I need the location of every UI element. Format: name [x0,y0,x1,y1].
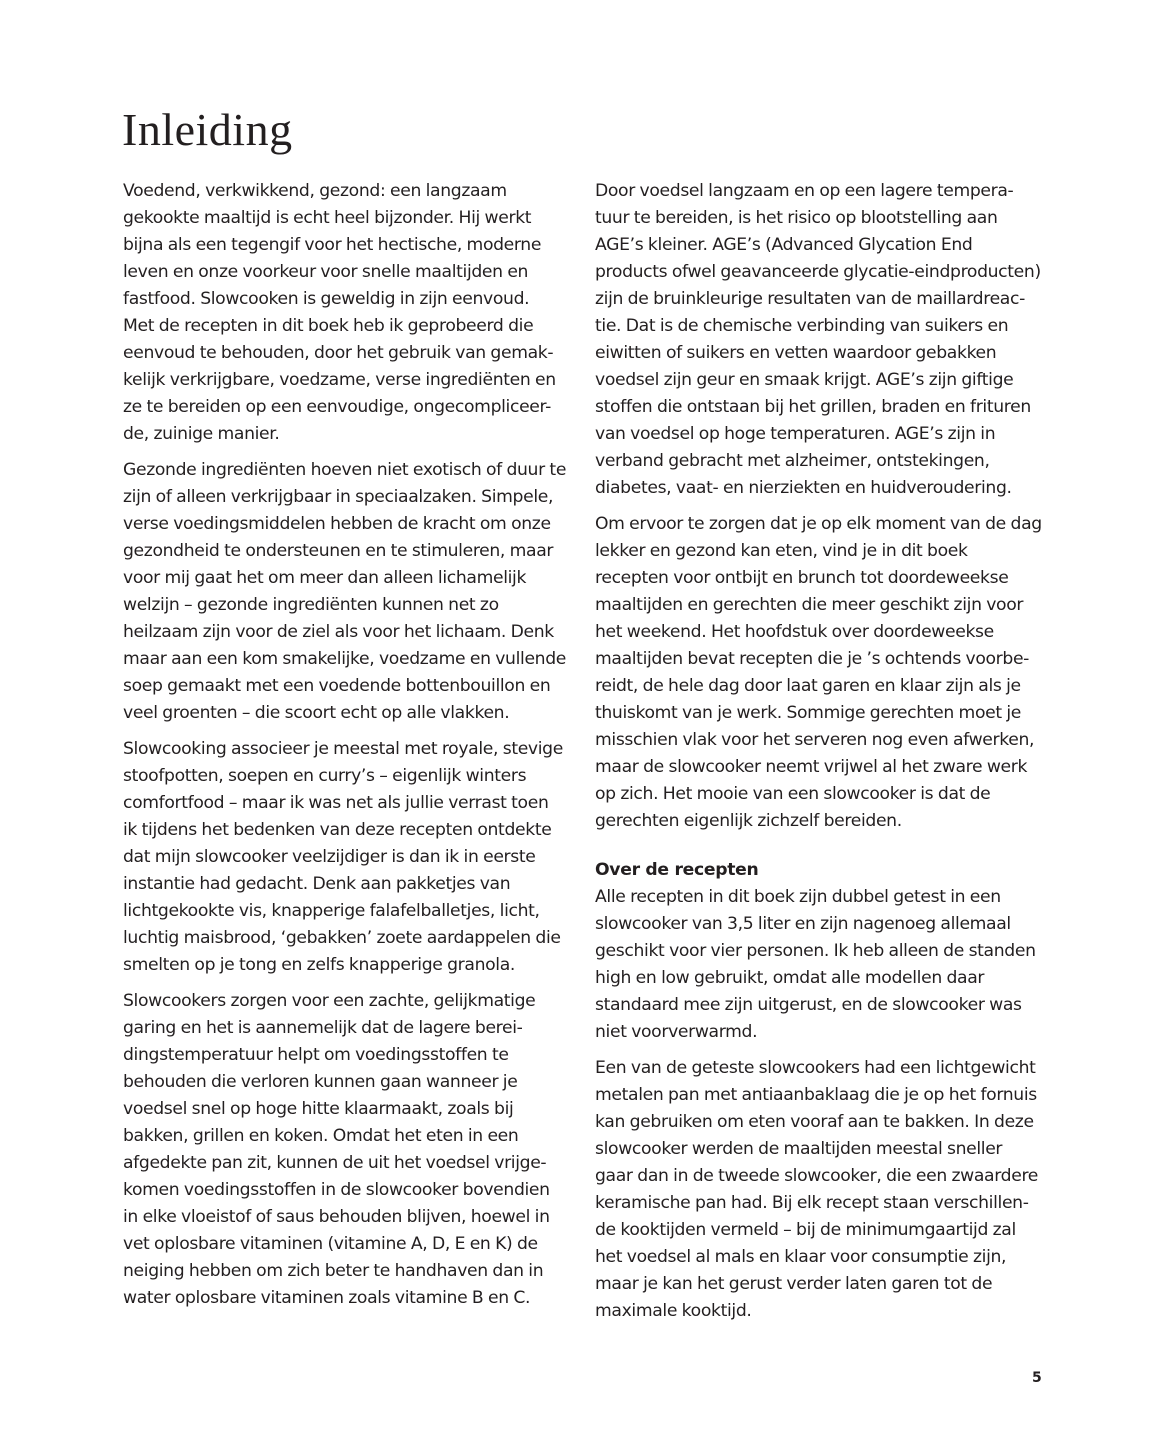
text-line: lekker en gezond kan eten, vind je in dit boek [595,541,968,561]
page-number: 5 [1032,1370,1042,1386]
text-line: garing en het is aannemelijk dat de lagere berei- [123,1018,523,1038]
text-line: verband gebracht met alzheimer, ontstekingen, [595,451,990,471]
text-line: van voedsel op hoge temperaturen. AGE’s zijn in [595,424,996,444]
left-column [123,178,583,1321]
text-line: eenvoud te behouden, door het gebruik van gemak- [123,343,554,363]
text-line: fastfood. Slowcooken is geweldig in zijn eenvoud. [123,289,530,309]
text-line: Slowcooking associeer je meestal met royale, stevige [123,739,563,759]
text-line: niet voorverwarmd. [595,1022,758,1042]
text-line: op zich. Het mooie van een slowcooker is dat de [595,784,991,804]
text-line: lichtgekookte vis, knapperige falafelballetjes, licht, [123,901,540,921]
text-line: Alle recepten in dit boek zijn dubbel getest in een [595,887,1001,907]
paragraph-cookers [595,1055,1065,1325]
text-line: standaard mee zijn uitgerust, en de slowcooker was [595,995,1022,1015]
text-line: neiging hebben om zich beter te handhaven dan in [123,1261,544,1281]
text-line: leven en onze voorkeur voor snelle maaltijden en [123,262,529,282]
text-line: afgedekte pan zit, kunnen de uit het voedsel vrijge- [123,1153,547,1173]
text-line: eiwitten of suikers en vetten waardoor gebakken [595,343,997,363]
text-line: high en low gebruikt, omdat alle modellen daar [595,968,985,988]
page-title: Inleiding [122,104,293,155]
text-line: luchtig maisbrood, ‘gebakken’ zoete aardappelen die [123,928,561,948]
text-line: gaar dan in de tweede slowcooker, die een zwaardere [595,1166,1039,1186]
text-line: voor mij gaat het om meer dan alleen lichamelijk [123,568,527,588]
text-line: ze te bereiden op een eenvoudige, ongecompliceer- [123,397,551,417]
text-line: misschien vlak voor het serveren nog even afwerken, [595,730,1035,750]
text-line: Gezonde ingrediënten hoeven niet exotisch of duur te [123,460,567,480]
text-line: het voedsel al mals en klaar voor consumptie zijn, [595,1247,1007,1267]
text-line: instantie had gedacht. Denk aan pakketjes van [123,874,511,894]
text-line: stoofpotten, soepen en curry’s – eigenlijk winters [123,766,527,786]
text-line: maaltijden en gerechten die meer geschikt zijn voor [595,595,1024,615]
text-line: kelijk verkrijgbare, voedzame, verse ingrediënten en [123,370,556,390]
paragraph-slowcookers [123,988,583,1312]
text-line: in elke vloeistof of saus behouden blijven, hoewel in [123,1207,550,1227]
text-line: ik tijdens het bedenken van deze recepten ontdekte [123,820,552,840]
text-line: de, zuinige manier. [123,424,280,444]
text-line: keramische pan had. Bij elk recept staan verschillen- [595,1193,1029,1213]
text-line: thuiskomt van je werk. Sommige gerechten moet je [595,703,1021,723]
text-line: kan gebruiken om eten vooraf aan te bakken. In deze [595,1112,1034,1132]
text-line: reidt, de hele dag door laat garen en klaar zijn als je [595,676,1021,696]
paragraph-slowcooking [123,736,583,979]
text-line: Om ervoor te zorgen dat je op elk moment van de dag [595,514,1042,534]
text-line: products ofwel geavanceerde glycatie-eindproducten) [595,262,1041,282]
text-line: verse voedingsmiddelen hebben de kracht om onze [123,514,551,534]
text-line: slowcooker werden de maaltijden meestal sneller [595,1139,1003,1159]
text-line: de kooktijden vermeld – bij de minimumgaartijd zal [595,1220,1016,1240]
text-line: Voedend, verkwikkend, gezond: een langzaam [123,181,507,201]
text-line: dingstemperatuur helpt om voedingsstoffen te [123,1045,509,1065]
text-line: vet oplosbare vitaminen (vitamine A, D, E en K) de [123,1234,538,1254]
text-line: diabetes, vaat- en nierziekten en huidveroudering. [595,478,1012,498]
right-column [595,178,1065,1334]
text-line: voedsel snel op hoge hitte klaarmaakt, zoals bij [123,1099,514,1119]
text-line: maar de slowcooker neemt vrijwel al het zware werk [595,757,1028,777]
text-line: Slowcookers zorgen voor een zachte, gelijkmatige [123,991,536,1011]
paragraph-ages [595,178,1065,502]
text-line: maar aan een kom smakelijke, voedzame en vullende [123,649,566,669]
paragraph-intro [123,178,583,448]
paragraph-anytime [595,511,1065,835]
text-line: welzijn – gezonde ingrediënten kunnen net zo [123,595,499,615]
paragraph-ingredients [123,457,583,727]
text-line: zijn de bruinkleurige resultaten van de maillardreac- [595,289,1025,309]
text-line: tuur te bereiden, is het risico op blootstelling aan [595,208,998,228]
text-line: recepten voor ontbijt en brunch tot doordeweekse [595,568,1009,588]
text-line: metalen pan met antiaanbaklaag die je op het fornuis [595,1085,1037,1105]
section-heading: Over de recepten [595,860,759,880]
text-line: Door voedsel langzaam en op een lagere tempera- [595,181,1014,201]
text-line: smelten op je tong en zelfs knapperige granola. [123,955,516,975]
text-line: maar je kan het gerust verder laten garen tot de [595,1274,993,1294]
text-line: gezondheid te ondersteunen en te stimuleren, maar [123,541,554,561]
text-line: Een van de geteste slowcookers had een lichtgewicht [595,1058,1036,1078]
text-line: het weekend. Het hoofdstuk over doordeweekse [595,622,994,642]
text-line: bijna als een tegengif voor het hectische, moderne [123,235,542,255]
text-line: behouden die verloren kunnen gaan wanneer je [123,1072,518,1092]
text-line: geschikt voor vier personen. Ik heb alleen de standen [595,941,1036,961]
text-line: dat mijn slowcooker veelzijdiger is dan ik in eerste [123,847,536,867]
paragraph-tested [595,884,1065,1046]
text-line: slowcooker van 3,5 liter en zijn nagenoeg allemaal [595,914,1011,934]
text-line: tie. Dat is de chemische verbinding van suikers en [595,316,1009,336]
text-line: AGE’s kleiner. AGE’s (Advanced Glycation End [595,235,973,255]
text-line: veel groenten – die scoort echt op alle vlakken. [123,703,510,723]
text-line: maximale kooktijd. [595,1301,752,1321]
text-line: water oplosbare vitaminen zoals vitamine B en C. [123,1288,531,1308]
text-line: maaltijden bevat recepten die je ’s ochtends voorbe- [595,649,1030,669]
text-line: comfortfood – maar ik was net als jullie verrast toen [123,793,549,813]
text-line: stoffen die ontstaan bij het grillen, braden en frituren [595,397,1031,417]
text-line: Met de recepten in dit boek heb ik geprobeerd die [123,316,534,336]
text-line: soep gemaakt met een voedende bottenbouillon en [123,676,551,696]
text-line: komen voedingsstoffen in de slowcooker bovendien [123,1180,550,1200]
text-line: voedsel zijn geur en smaak krijgt. AGE’s zijn giftige [595,370,1014,390]
text-line: gerechten eigenlijk zichzelf bereiden. [595,811,902,831]
text-line: heilzaam zijn voor de ziel als voor het lichaam. Denk [123,622,554,642]
text-line: gekookte maaltijd is echt heel bijzonder. Hij werkt [123,208,532,228]
text-line: bakken, grillen en koken. Omdat het eten in een [123,1126,519,1146]
text-line: zijn of alleen verkrijgbaar in speciaalzaken. Simpele, [123,487,554,507]
